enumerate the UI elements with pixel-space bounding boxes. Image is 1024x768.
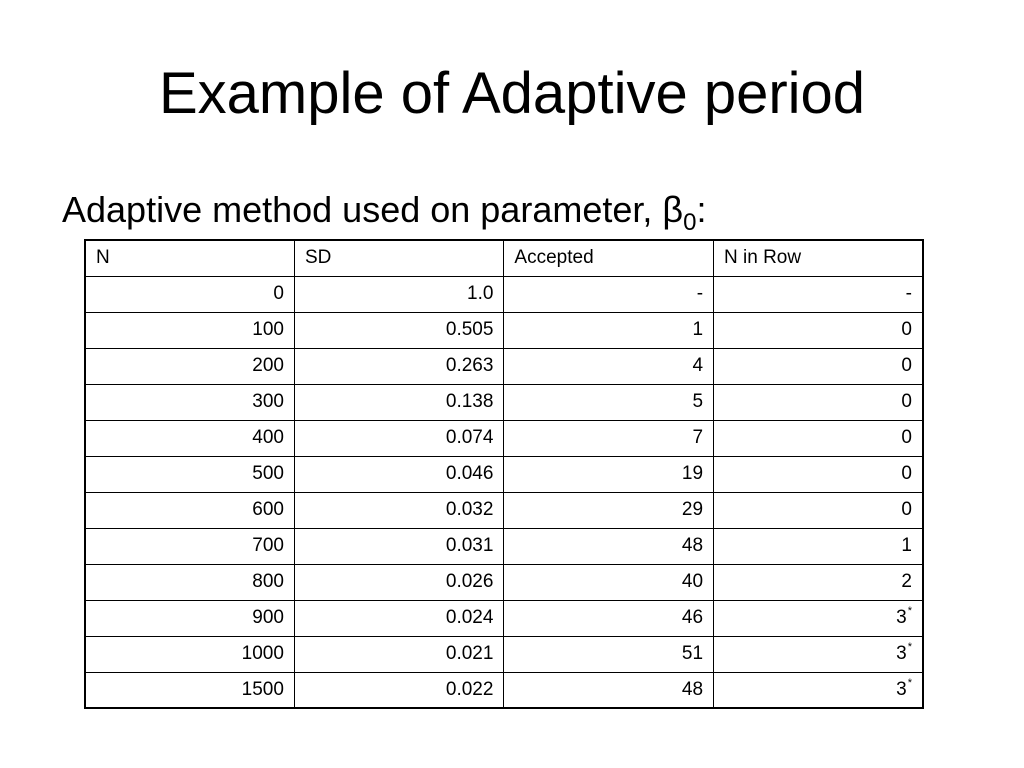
cell-n bbox=[85, 348, 294, 384]
footnote-mark: * bbox=[907, 641, 912, 653]
cell-n-value: 100 bbox=[252, 319, 284, 340]
cell-n bbox=[85, 312, 294, 348]
cell-n-in-row-value: 0 bbox=[901, 355, 912, 376]
cell-sd bbox=[294, 348, 503, 384]
cell-n-in-row bbox=[714, 276, 923, 312]
caption-text: Adaptive method used on parameter, β bbox=[62, 189, 684, 230]
table-body bbox=[85, 276, 923, 708]
cell-accepted bbox=[504, 672, 714, 708]
caption-colon: : bbox=[696, 189, 707, 230]
cell-n-value: 0 bbox=[273, 283, 284, 304]
cell-sd bbox=[294, 276, 503, 312]
cell-n-value: 1000 bbox=[241, 643, 284, 664]
cell-accepted bbox=[504, 528, 714, 564]
cell-sd bbox=[294, 528, 503, 564]
cell-accepted bbox=[504, 492, 714, 528]
cell-n-in-row bbox=[714, 564, 923, 600]
cell-n-in-row bbox=[714, 348, 923, 384]
cell-sd bbox=[294, 600, 503, 636]
footnote-mark: * bbox=[907, 676, 912, 689]
cell-n-in-row-value: 3 bbox=[896, 643, 907, 664]
cell-n-in-row-value: 0 bbox=[901, 319, 912, 340]
table-row bbox=[85, 384, 923, 420]
cell-accepted bbox=[504, 276, 714, 312]
cell-n-in-row-value: 0 bbox=[901, 391, 912, 412]
cell-n-in-row bbox=[714, 528, 923, 564]
slide-title: Example of Adaptive period bbox=[158, 61, 866, 126]
cell-sd-value: 0.046 bbox=[445, 463, 494, 484]
table-row bbox=[85, 276, 923, 312]
cell-accepted-value: 7 bbox=[692, 427, 704, 448]
cell-accepted bbox=[504, 600, 714, 636]
cell-n bbox=[85, 528, 294, 564]
column-header-sd: SD bbox=[294, 240, 503, 276]
cell-n-value: 900 bbox=[252, 607, 284, 628]
cell-sd bbox=[294, 564, 503, 600]
cell-n-in-row bbox=[714, 492, 923, 528]
cell-n-value: 1500 bbox=[241, 678, 284, 700]
cell-n-in-row bbox=[714, 384, 923, 420]
cell-sd-value: 0.074 bbox=[445, 427, 494, 448]
table-row bbox=[85, 600, 923, 636]
cell-sd-value: 0.026 bbox=[445, 571, 494, 592]
cell-accepted-value: 51 bbox=[681, 643, 704, 664]
cell-accepted bbox=[504, 384, 714, 420]
cell-sd bbox=[294, 672, 503, 708]
cell-accepted bbox=[504, 564, 714, 600]
table-row bbox=[85, 636, 923, 672]
cell-n-value: 500 bbox=[252, 463, 284, 484]
column-header-n-in-row: N in Row bbox=[714, 240, 923, 276]
cell-n-in-row bbox=[714, 672, 923, 708]
cell-n-in-row-value: - bbox=[905, 283, 912, 304]
cell-n-in-row-value: 3 bbox=[896, 678, 907, 700]
cell-n-in-row-value: 0 bbox=[901, 499, 912, 520]
cell-n bbox=[85, 672, 294, 708]
cell-accepted-value: - bbox=[696, 283, 704, 304]
table-row bbox=[85, 528, 923, 564]
cell-sd-value: 0.505 bbox=[445, 319, 494, 340]
cell-sd-value: 0.021 bbox=[445, 643, 494, 664]
cell-sd-value: 0.263 bbox=[445, 355, 494, 376]
table-row bbox=[85, 492, 923, 528]
cell-n-in-row-value: 1 bbox=[901, 535, 912, 556]
cell-accepted-value: 46 bbox=[681, 607, 704, 628]
cell-n bbox=[85, 492, 294, 528]
cell-sd-value: 0.024 bbox=[445, 607, 494, 628]
cell-n-in-row bbox=[714, 312, 923, 348]
cell-accepted bbox=[504, 456, 714, 492]
cell-n-value: 800 bbox=[252, 571, 284, 592]
cell-accepted-value: 19 bbox=[681, 463, 704, 484]
table-row bbox=[85, 456, 923, 492]
cell-sd-value: 1.0 bbox=[467, 283, 494, 304]
cell-n-value: 400 bbox=[252, 427, 284, 448]
cell-n bbox=[85, 384, 294, 420]
cell-n-in-row bbox=[714, 420, 923, 456]
cell-n bbox=[85, 636, 294, 672]
header-row bbox=[85, 240, 923, 276]
cell-n-in-row-value: 0 bbox=[901, 427, 912, 448]
cell-accepted-value: 48 bbox=[681, 678, 704, 700]
table-row bbox=[85, 564, 923, 600]
cell-n bbox=[85, 456, 294, 492]
column-header-accepted: Accepted bbox=[504, 240, 714, 276]
cell-sd-value: 0.032 bbox=[445, 499, 494, 520]
cell-sd bbox=[294, 384, 503, 420]
cell-n-value: 600 bbox=[252, 499, 284, 520]
cell-n bbox=[85, 600, 294, 636]
cell-n-value: 200 bbox=[252, 355, 284, 376]
cell-n-in-row-value: 0 bbox=[901, 463, 912, 484]
cell-sd bbox=[294, 636, 503, 672]
cell-accepted-value: 4 bbox=[692, 355, 704, 376]
cell-accepted bbox=[504, 348, 714, 384]
cell-sd bbox=[294, 456, 503, 492]
cell-n bbox=[85, 276, 294, 312]
cell-accepted-value: 40 bbox=[681, 571, 704, 592]
cell-accepted bbox=[504, 312, 714, 348]
table-row bbox=[85, 348, 923, 384]
cell-n-in-row-value: 2 bbox=[901, 571, 912, 592]
cell-n-value: 700 bbox=[252, 535, 284, 556]
column-header-n: N bbox=[85, 240, 294, 276]
cell-n-in-row bbox=[714, 636, 923, 672]
cell-n bbox=[85, 564, 294, 600]
table-row bbox=[85, 312, 923, 348]
cell-n-in-row bbox=[714, 600, 923, 636]
cell-n-in-row bbox=[714, 456, 923, 492]
cell-sd bbox=[294, 312, 503, 348]
cell-sd-value: 0.022 bbox=[445, 678, 494, 700]
cell-sd bbox=[294, 492, 503, 528]
cell-sd-value: 0.138 bbox=[445, 391, 494, 412]
cell-accepted-value: 1 bbox=[692, 319, 704, 340]
cell-accepted-value: 29 bbox=[681, 499, 704, 520]
cell-n-value: 300 bbox=[252, 391, 284, 412]
cell-accepted bbox=[504, 420, 714, 456]
cell-n bbox=[85, 420, 294, 456]
table-row bbox=[85, 420, 923, 456]
cell-accepted-value: 48 bbox=[681, 535, 704, 556]
table-row bbox=[85, 672, 923, 708]
adaptive-period-table bbox=[84, 239, 924, 709]
cell-sd-value: 0.031 bbox=[445, 535, 494, 556]
cell-accepted-value: 5 bbox=[692, 391, 704, 412]
cell-sd bbox=[294, 420, 503, 456]
footnote-mark: * bbox=[907, 605, 912, 617]
caption-subscript: 0 bbox=[683, 209, 697, 236]
table-caption bbox=[62, 186, 706, 234]
cell-n-in-row-value: 3 bbox=[896, 607, 907, 628]
cell-accepted bbox=[504, 636, 714, 672]
